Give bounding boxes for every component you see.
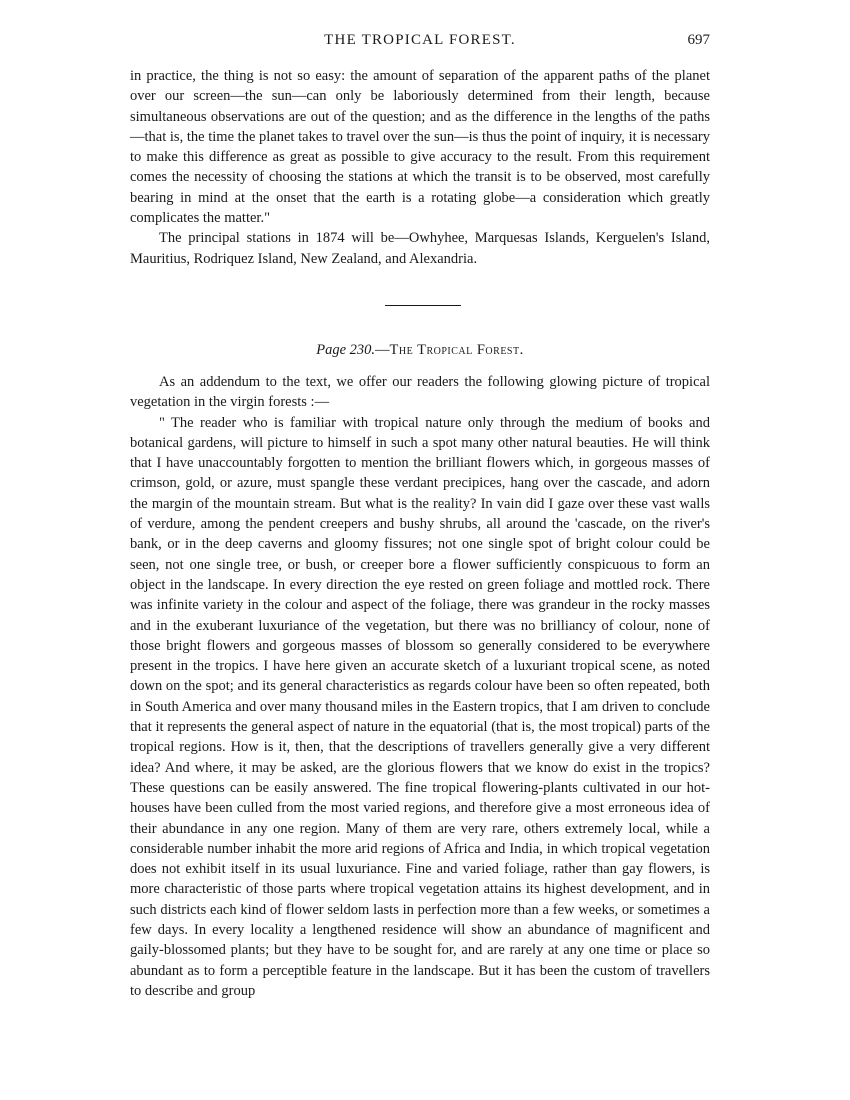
page-number: 697 bbox=[687, 32, 710, 48]
section-body bbox=[130, 372, 710, 1001]
section-heading bbox=[130, 342, 710, 359]
quoted-paragraph: " The reader who is familiar with tropical nature only through the medium of books and botanical gardens, will picture to himself in such a spot many other natural beauties. He will think that I have unaccountably forgotten to mention the brilliant flowers which, in gorgeous masses of crimson, gold, or azure, must spangle these verdant precipices, hang over the cascade, and adorn the margin of the mountain stream. But what is the reality? In vain did I gaze over these vast walls of verdure, among the pendent creepers and bushy shrubs, all around the 'cascade, on the river's bank, or in the deep caverns and gloomy fissures; not one single spot of bright colour could be seen, not one single tree, or bush, or creeper bore a flower sufficiently conspicuous to form an object in the landscape. In every direction the eye rested on green foliage and mottled rock. There was infinite variety in the colour and aspect of the foliage, there was grandeur in the rocky masses and in the exuberant luxuriance of the vegetation, but there was no brilliancy of colour, none of those bright flowers and gorgeous masses of blossom so generally considered to be everywhere present in the tropics. I have here given an accurate sketch of a luxuriant tropical scene, as noted down on the spot; and its general characteristics as regards colour have been so often repeated, both in South America and over many thousand miles in the Eastern tropics, that I am driven to conclude that it represents the general aspect of nature in the equatorial (that is, the most tropical) parts of the tropical regions. How is it, then, that the descriptions of travellers generally give a very different idea? And where, it may be asked, are the glorious flowers that we know do exist in the tropics? These questions can be easily answered. The fine tropical flowering-plants cultivated in our hot-houses have been culled from the most varied regions, and therefore give a most erroneous idea of their abundance in any one region. Many of them are very rare, others extremely local, while a considerable number inhabit the more arid regions of Africa and India, in which tropical vegetation does not exhibit itself in its usual luxuriance. Fine and varied foliage, rather than gay flowers, is more characteristic of those parts where tropical vegetation attains its highest development, and in such districts each kind of flower seldom lasts in perfection more than a few weeks, or sometimes a few days. In every locality a lengthened residence will show an abundance of magnificent and gaily-blossomed plants; but they have to be sought for, and are rarely at any one time or place so abundant as to form a perceptible feature in the landscape. But it has been the custom of travellers to describe and group bbox=[130, 414, 710, 999]
continued-paragraph: in practice, the thing is not so easy: the amount of separation of the apparent paths of the planet over our screen—the sun—can only be laboriously determined from their length, because simultaneous observations are out of the question; and as the difference in the lengths of the paths—that is, the time the planet takes to travel over the sun—is thus the point of inquiry, it is necessary to make this difference as great as possible to give accuracy to the result. From this requirement comes the necessity of choosing the stations at which the transit is to be observed, most carefully bearing in mind at the onset that the earth is a rotating globe—a consideration which greatly complicates the matter." bbox=[130, 68, 710, 227]
running-title: THE TROPICAL FOREST. bbox=[324, 32, 516, 48]
section-heading-dash: — bbox=[375, 342, 390, 358]
stations-paragraph: The principal stations in 1874 will be—Owhyhee, Marquesas Islands, Kerguelen's Island, Mauritius, Rodriquez Island, New Zealand, and Alexandria. bbox=[130, 230, 710, 267]
section-page-reference: Page 230. bbox=[316, 342, 376, 358]
continued-text-block bbox=[130, 66, 710, 269]
running-head bbox=[130, 32, 710, 56]
section-divider bbox=[385, 305, 461, 306]
section-title: The Tropical Forest. bbox=[389, 342, 524, 358]
intro-paragraph: As an addendum to the text, we offer our readers the following glowing picture of tropical vegetation in the virgin forests :— bbox=[130, 374, 710, 411]
